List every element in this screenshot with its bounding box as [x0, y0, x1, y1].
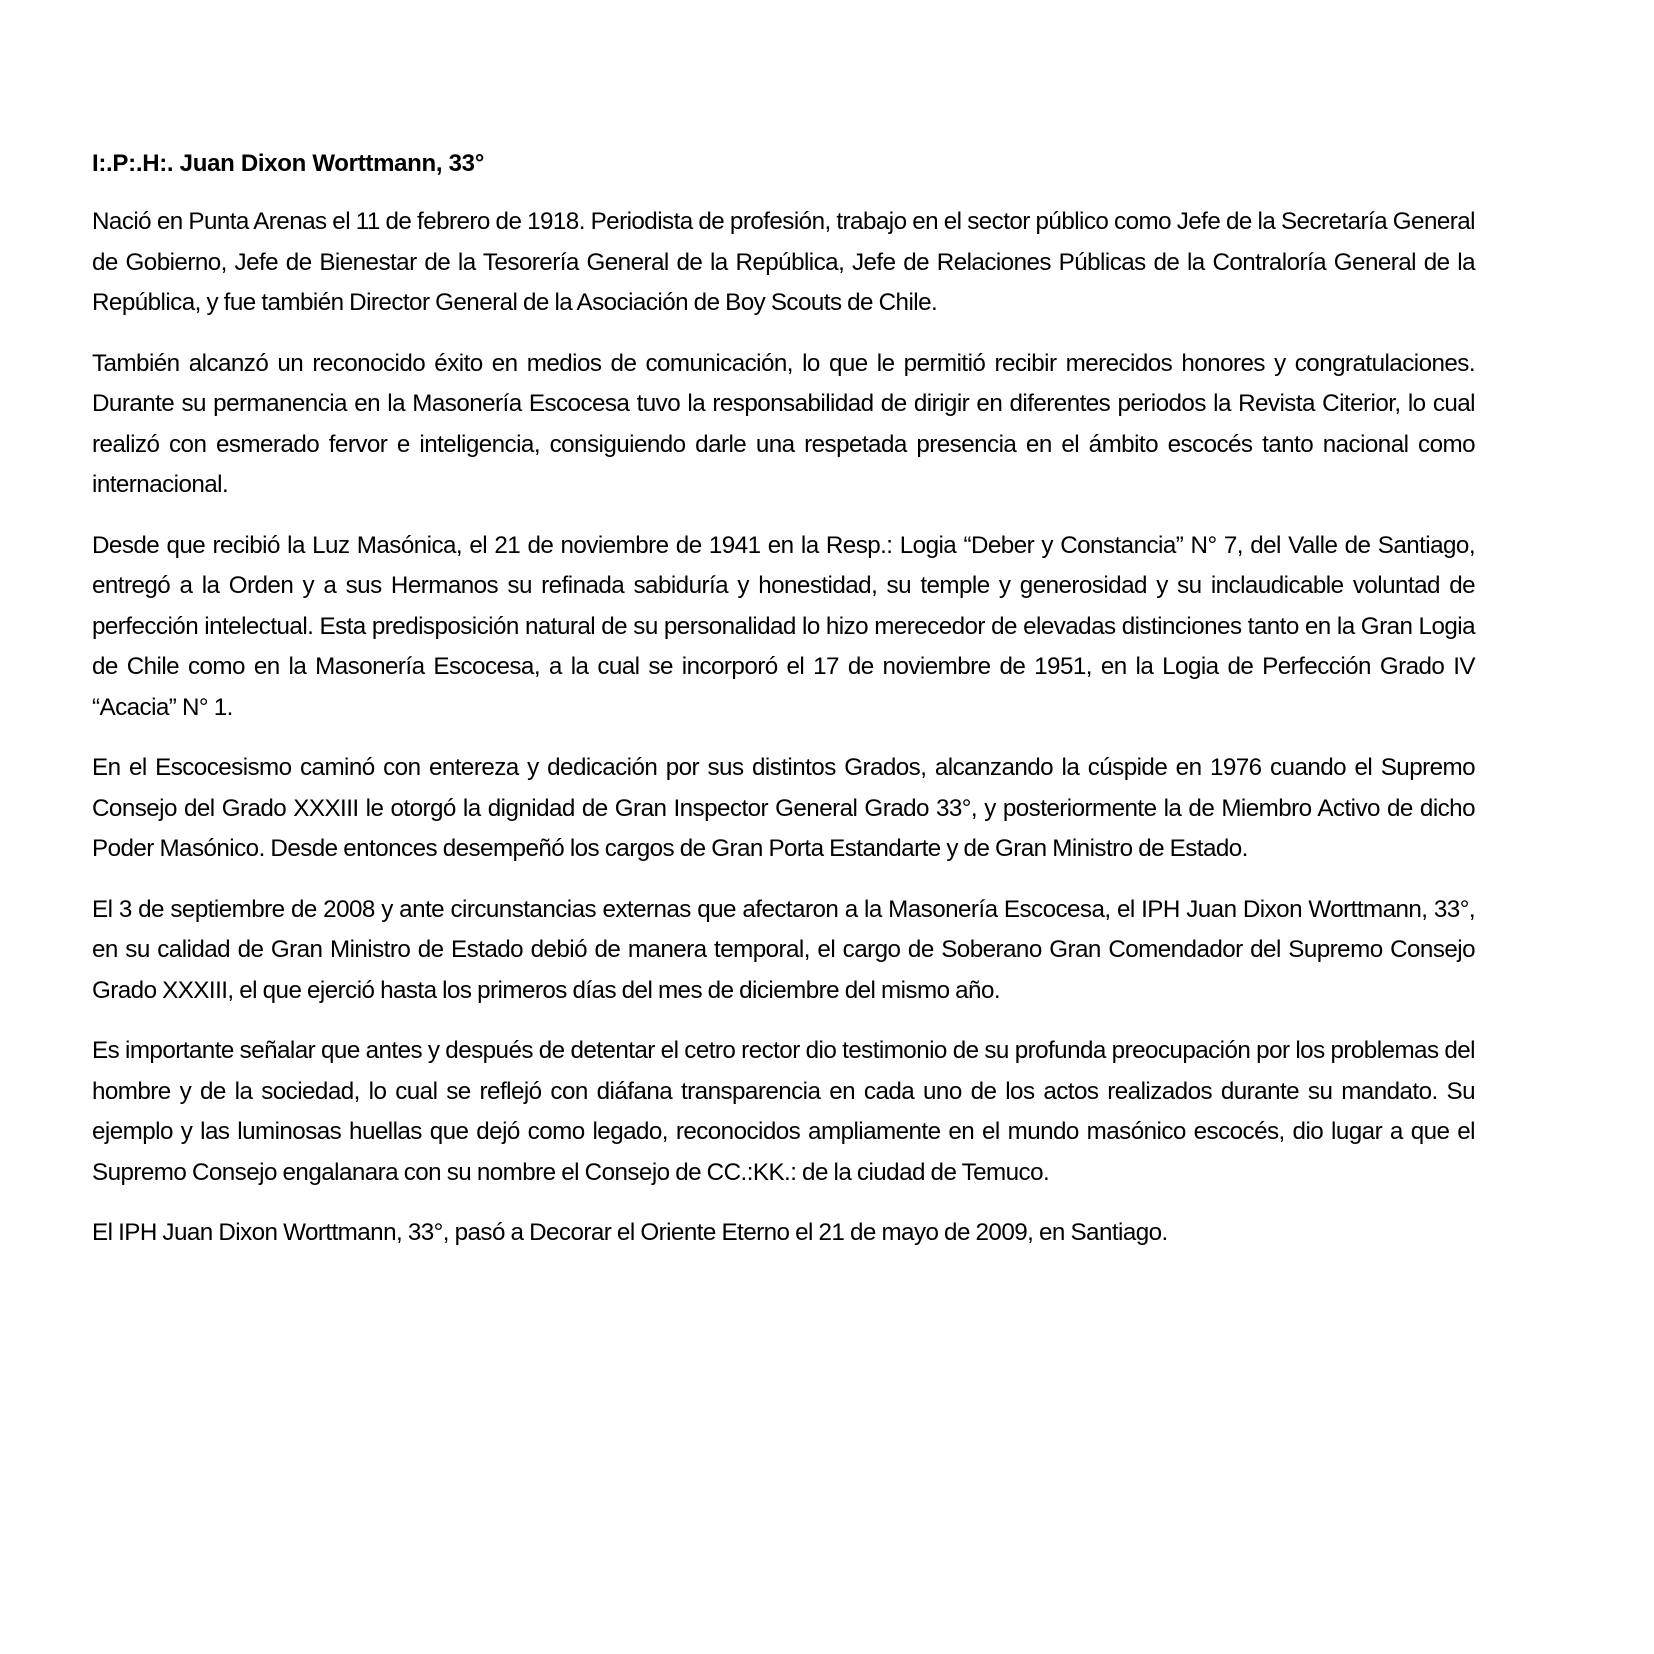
document-title: I:.P:.H:. Juan Dixon Worttmann, 33° [92, 150, 485, 177]
paragraph-media-success: También alcanzó un reconocido éxito en medios de comunicación, lo que le permitió recibir merecidos honores y congratulaciones. Durante su permanencia en la Masonería Escocesa tuvo la responsabilidad de dirigir en diferentes periodos la Revista Citerior, lo cual realizó con esmerado fervor e inteligencia, consiguiendo darle una respetada presencia en el ámbito escocés tanto nacional como internacional. [92, 349, 1475, 498]
paragraph-death: El IPH Juan Dixon Worttmann, 33°, pasó a Decorar el Oriente Eterno el 21 de mayo de 2009, en Santiago. [92, 1219, 1168, 1246]
paragraph-scottish-rite: En el Escocesismo caminó con entereza y dedicación por sus distintos Grados, alcanzando la cúspide en 1976 cuando el Supremo Consejo del Grado XXXIII le otorgó la dignidad de Gran Inspector General Grado 33°, y posteriormente la de Miembro Activo de dicho Poder Masónico. Desde entonces desempeñó los cargos de Gran Porta Estandarte y de Gran Ministro de Estado. [92, 754, 1475, 862]
paragraph-birth-career: Nació en Punta Arenas el 11 de febrero de 1918. Periodista de profesión, trabajo en el sector público como Jefe de la Secretaría General de Gobierno, Jefe de Bienestar de la Tesorería General de la República, Jefe de Relaciones Públicas de la Contraloría General de la República, y fue también Director General de la Asociación de Boy Scouts de Chile. [92, 208, 1475, 316]
document-page [92, 144, 1475, 1274]
paragraph-masonic-initiation: Desde que recibió la Luz Masónica, el 21 de noviembre de 1941 en la Resp.: Logia “Deber y Constancia” N° 7, del Valle de Santiago, entregó a la Orden y a sus Hermanos su refinada sabiduría y honestidad, su temple y generosidad y su inclaudicable voluntad de perfección intelectual. Esta predisposición natural de su personalidad lo hizo merecedor de elevadas distinciones tanto en la Gran Logia de Chile como en la Masonería Escocesa, a la cual se incorporó el 17 de noviembre de 1951, en la Logia de Perfección Grado IV “Acacia” N° 1. [92, 531, 1475, 721]
paragraph-legacy: Es importante señalar que antes y después de detentar el cetro rector dio testimonio de su profunda preocupación por los problemas del hombre y de la sociedad, lo cual se reflejó con diáfana transparencia en cada uno de los actos realizados durante su mandato. Su ejemplo y las luminosas huellas que dejó como legado, reconocidos ampliamente en el mundo masónico escocés, dio lugar a que el Supremo Consejo engalanara con su nombre el Consejo de CC.:KK.: de la ciudad de Temuco. [92, 1037, 1475, 1186]
paragraph-grand-commander: El 3 de septiembre de 2008 y ante circunstancias externas que afectaron a la Masonería Escocesa, el IPH Juan Dixon Worttmann, 33°, en su calidad de Gran Ministro de Estado debió de manera temporal, el cargo de Soberano Gran Comendador del Supremo Consejo Grado XXXIII, el que ejerció hasta los primeros días del mes de diciembre del mismo año. [92, 895, 1475, 1004]
